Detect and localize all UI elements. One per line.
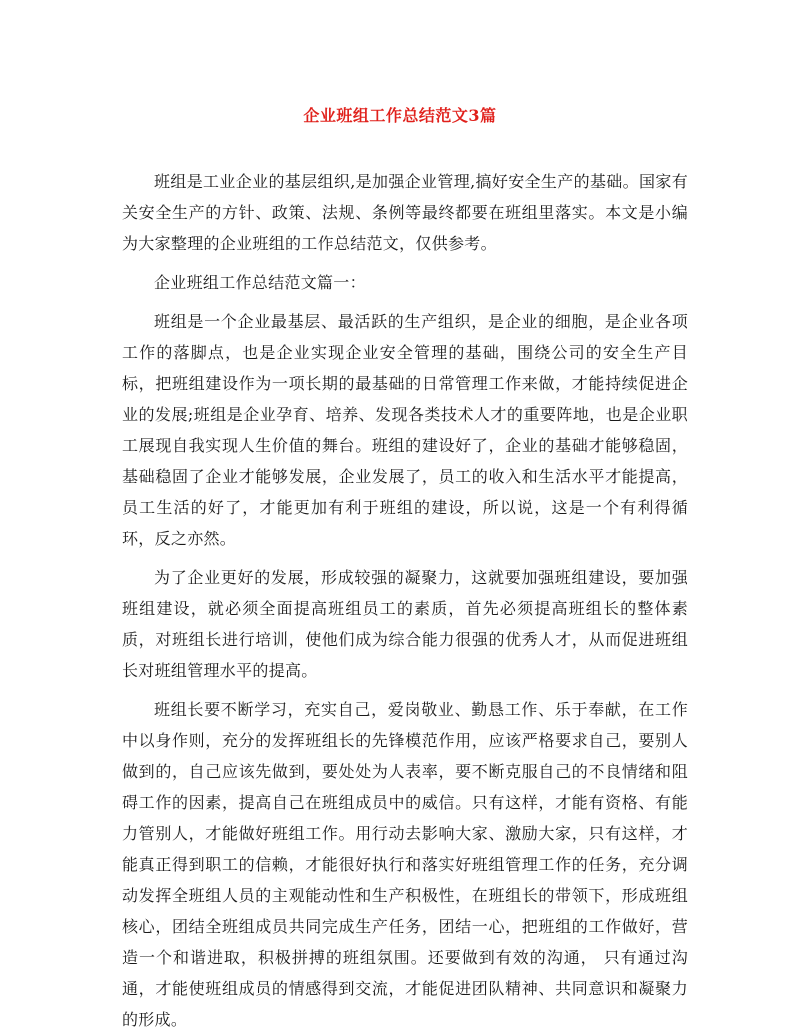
document-title: 企业班组工作总结范文3篇 bbox=[303, 106, 497, 125]
body-paragraph-2: 为了企业更好的发展，形成较强的凝聚力，这就要加强班组建设，要加强班组建设，就必须全面提高班组员工的素质，首先必须提高班组长的整体素质，对班组长进行培训，使他们成为综合能力很强的优秀人才，从而促进班组长对班组管理水平的提高。 bbox=[122, 568, 688, 680]
body-paragraph-3: 班组长要不断学习，充实自己，爱岗敬业、勤恳工作、乐于奉献，在工作中以身作则，充分的发挥班组长的先锋模范作用，应该严格要求自己，要别人做到的，自己应该先做到，要处处为人表率，要不断克服自己的不良情绪和阻碍工作的因素，提高自己在班组成员中的威信。只有这样，才能有资格、有能力管别人，才能做好班组工作。用行动去影响大家、激励大家，只有这样，才能真正得到职工的信赖，才能很好执行和落实好班组管理工作的任务，充分调动发挥全班组人员的主观能动性和生产积极性，在班组长的带领下，形成班组核心，团结全班组成员共同完成生产任务，团结一心，把班组的工作做好，营造一个和谐进取，积极拼搏的班组氛围。还要做到有效的沟通， 只有通过沟通，才能使班组成员的情感得到交流，才能促进团队精神、共同意识和凝聚力的形成。 bbox=[122, 700, 688, 1029]
body-paragraph-1: 班组是一个企业最基层、最活跃的生产组织，是企业的细胞，是企业各项工作的落脚点，也是企业实现企业安全管理的基础，围绕公司的安全生产目标，把班组建设作为一项长期的最基础的日常管理工作来做，才能持续促进企业的发展;班组是企业孕育、培养、发现各类技术人才的重要阵地，也是企业职工展现自我实现人生价值的舞台。班组的建设好了，企业的基础才能够稳固，基础稳固了企业才能够发展，企业发展了，员工的收入和生活水平才能提高，员工生活的好了，才能更加有利于班组的建设，所以说，这是一个有利得循环，反之亦然。 bbox=[122, 312, 688, 548]
section-heading: 企业班组工作总结范文篇一： bbox=[154, 273, 366, 292]
document-body bbox=[122, 166, 688, 1035]
intro-paragraph: 班组是工业企业的基层组织,是加强企业管理,搞好安全生产的基础。国家有关安全生产的方针、政策、法规、条例等最终都要在班组里落实。本文是小编为大家整理的企业班组的工作总结范文，仅供参考。 bbox=[122, 172, 688, 253]
